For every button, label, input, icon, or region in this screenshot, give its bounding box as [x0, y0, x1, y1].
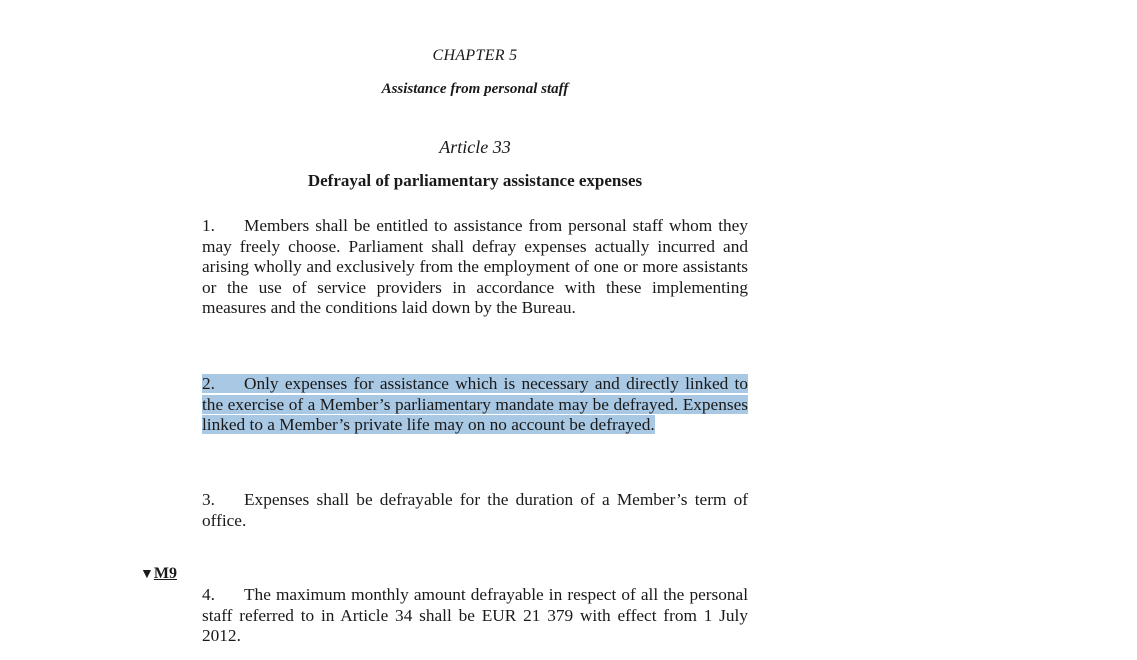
amendment-label[interactable]: M9 [153, 565, 177, 582]
chapter-title: Assistance from personal staff [381, 81, 569, 97]
paragraph-1 [202, 216, 748, 319]
paragraph-text: Expenses shall be defrayable for the duration of a Member’s term of office. [202, 490, 748, 530]
selected-text[interactable] [202, 374, 748, 434]
paragraph-number: 4. [202, 585, 215, 604]
triangle-down-icon: ▼ [140, 567, 154, 582]
paragraph-number: 1. [202, 216, 215, 235]
paragraph-4 [202, 585, 748, 647]
paragraph-3 [202, 490, 748, 531]
paragraph-2 [202, 374, 748, 436]
chapter-label: CHAPTER 5 [432, 47, 518, 64]
paragraph-number: 3. [202, 490, 215, 509]
paragraph-text: Only expenses for assistance which is necessary and directly linked to the exercise of a Member’s parliamentary mandate may be defrayed. Expenses linked to a Member’s private life may on no account be defrayed. [202, 374, 748, 435]
paragraph-number: 2. [202, 374, 215, 393]
paragraph-text: Members shall be entitled to assistance from personal staff whom they may freely choose. Parliament shall defray expenses actually incurred and arising wholly and exclusively from the employment of one or more assistants or the use of service providers in accordance with these implementing measures and the conditions laid down by the Bureau. [202, 216, 748, 318]
amendment-marker[interactable] [140, 565, 177, 583]
article-title: Defrayal of parliamentary assistance expenses [307, 171, 643, 190]
paragraph-text: The maximum monthly amount defrayable in respect of all the personal staff referred to in Article 34 shall be EUR 21 379 with effect from 1 July 2012. [202, 585, 748, 646]
article-number: Article 33 [439, 137, 511, 157]
